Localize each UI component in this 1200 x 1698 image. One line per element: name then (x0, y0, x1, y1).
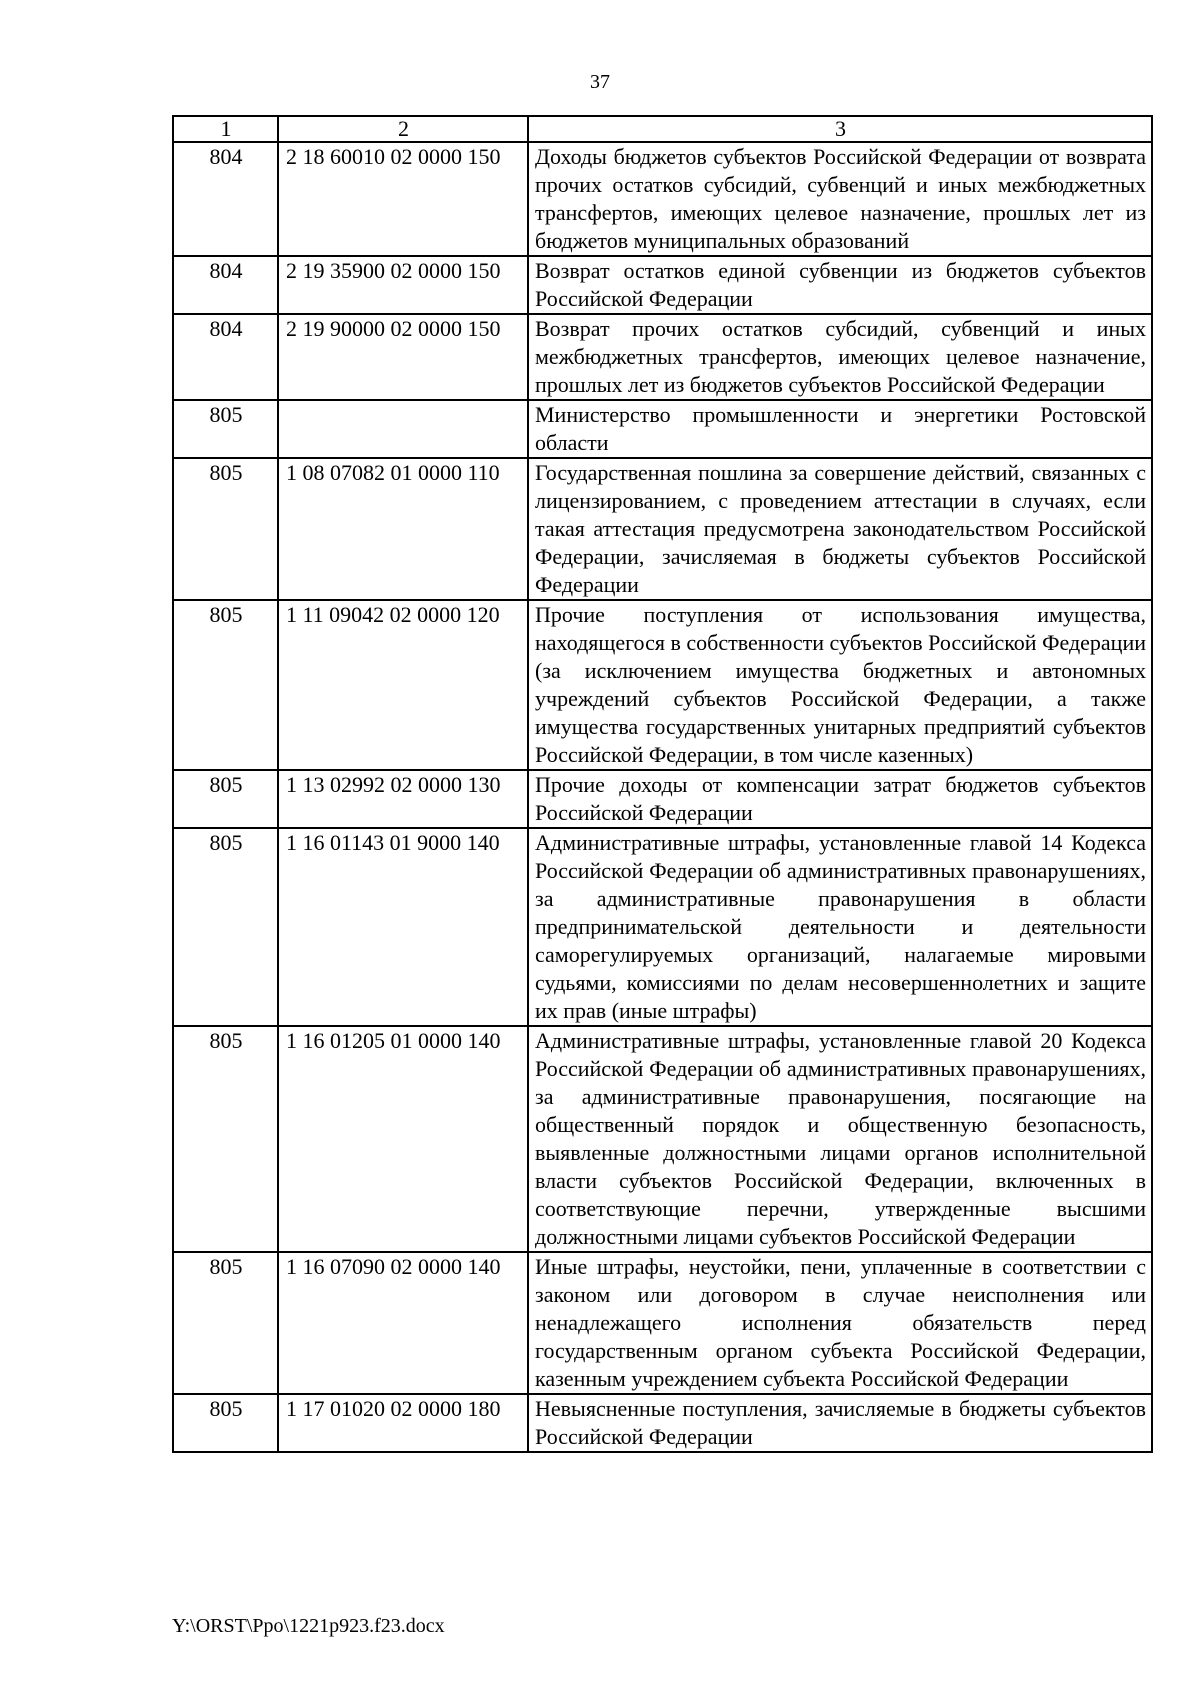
revenue-name-cell: Иные штрафы, неустойки, пени, уплаченные в соответствии с законом или договором в случае неисполнения или ненадлежащего исполнения обязательств перед государственным органом субъекта Российской Федерации, казенным учреждением субъекта Российской Федерации (528, 1252, 1152, 1394)
document-file-path: Y:\ORST\Ppo\1221p923.f23.docx (172, 1615, 445, 1637)
table-row (173, 458, 1152, 600)
budget-classification-code-cell: 1 16 01143 01 9000 140 (278, 828, 528, 1026)
table-row (173, 256, 1152, 314)
budget-classification-code-cell (278, 400, 528, 458)
revenue-name-cell: Невыясненные поступления, зачисляемые в бюджеты субъектов Российской Федерации (528, 1394, 1152, 1452)
revenue-name-cell: Доходы бюджетов субъектов Российской Федерации от возврата прочих остатков субсидий, субвенций и иных межбюджетных трансфертов, имеющих целевое назначение, прошлых лет из бюджетов муниципальных образований (528, 142, 1152, 256)
budget-classification-code-cell: 1 17 01020 02 0000 180 (278, 1394, 528, 1452)
admin-code-cell: 805 (173, 1394, 278, 1452)
column-header-3: 3 (528, 116, 1152, 142)
budget-classification-code-cell: 1 11 09042 02 0000 120 (278, 600, 528, 770)
budget-classification-code-cell: 1 16 01205 01 0000 140 (278, 1026, 528, 1252)
admin-code-cell: 804 (173, 142, 278, 256)
revenue-name-cell: Государственная пошлина за совершение действий, связанных с лицензированием, с проведением аттестации в случаях, если такая аттестация предусмотрена законодательством Российской Федерации, зачисляемая в бюджеты субъектов Российской Федерации (528, 458, 1152, 600)
revenue-name-cell: Возврат прочих остатков субсидий, субвенций и иных межбюджетных трансфертов, имеющих целевое назначение, прошлых лет из бюджетов субъектов Российской Федерации (528, 314, 1152, 400)
revenue-codes-table (172, 115, 1153, 1453)
admin-code-cell: 805 (173, 1252, 278, 1394)
table-row (173, 1394, 1152, 1452)
revenue-name-cell: Прочие доходы от компенсации затрат бюджетов субъектов Российской Федерации (528, 770, 1152, 828)
table-row (173, 314, 1152, 400)
admin-code-cell: 805 (173, 400, 278, 458)
admin-code-cell: 805 (173, 770, 278, 828)
revenue-name-cell: Возврат остатков единой субвенции из бюджетов субъектов Российской Федерации (528, 256, 1152, 314)
budget-classification-code-cell: 2 19 35900 02 0000 150 (278, 256, 528, 314)
table-row (173, 142, 1152, 256)
revenue-name-cell: Прочие поступления от использования имущества, находящегося в собственности субъектов Российской Федерации (за исключением имущества бюджетных и автономных учреждений субъектов Российской Федерации, а также имущества государственных унитарных предприятий субъектов Российской Федерации, в том числе казенных) (528, 600, 1152, 770)
budget-classification-code-cell: 1 13 02992 02 0000 130 (278, 770, 528, 828)
budget-classification-code-cell: 1 16 07090 02 0000 140 (278, 1252, 528, 1394)
admin-code-cell: 804 (173, 256, 278, 314)
revenue-name-cell: Административные штрафы, установленные главой 14 Кодекса Российской Федерации об административных правонарушениях, за административные правонарушения в области предпринимательской деятельности и деятельности саморегулируемых организаций, налагаемые мировыми судьями, комиссиями по делам несовершеннолетних и защите их прав (иные штрафы) (528, 828, 1152, 1026)
table-body (173, 116, 1152, 1452)
table-header-row (173, 116, 1152, 142)
admin-code-cell: 805 (173, 828, 278, 1026)
admin-code-cell: 805 (173, 1026, 278, 1252)
table-row (173, 1026, 1152, 1252)
revenue-name-cell: Административные штрафы, установленные главой 20 Кодекса Российской Федерации об административных правонарушениях, за административные правонарушения, посягающие на общественный порядок и общественную безопасность, выявленные должностными лицами органов исполнительной власти субъектов Российской Федерации, включенных в соответствующие перечни, утвержденные высшими должностными лицами субъектов Российской Федерации (528, 1026, 1152, 1252)
column-header-1: 1 (173, 116, 278, 142)
table-row (173, 400, 1152, 458)
admin-code-cell: 805 (173, 600, 278, 770)
budget-classification-code-cell: 2 18 60010 02 0000 150 (278, 142, 528, 256)
table-row (173, 770, 1152, 828)
budget-classification-code-cell: 1 08 07082 01 0000 110 (278, 458, 528, 600)
table-row (173, 600, 1152, 770)
admin-code-cell: 804 (173, 314, 278, 400)
admin-code-cell: 805 (173, 458, 278, 600)
table-row (173, 1252, 1152, 1394)
table-row (173, 828, 1152, 1026)
page-number: 37 (590, 71, 610, 93)
revenue-name-cell: Министерство промышленности и энергетики Ростовской области (528, 400, 1152, 458)
column-header-2: 2 (278, 116, 528, 142)
budget-classification-code-cell: 2 19 90000 02 0000 150 (278, 314, 528, 400)
